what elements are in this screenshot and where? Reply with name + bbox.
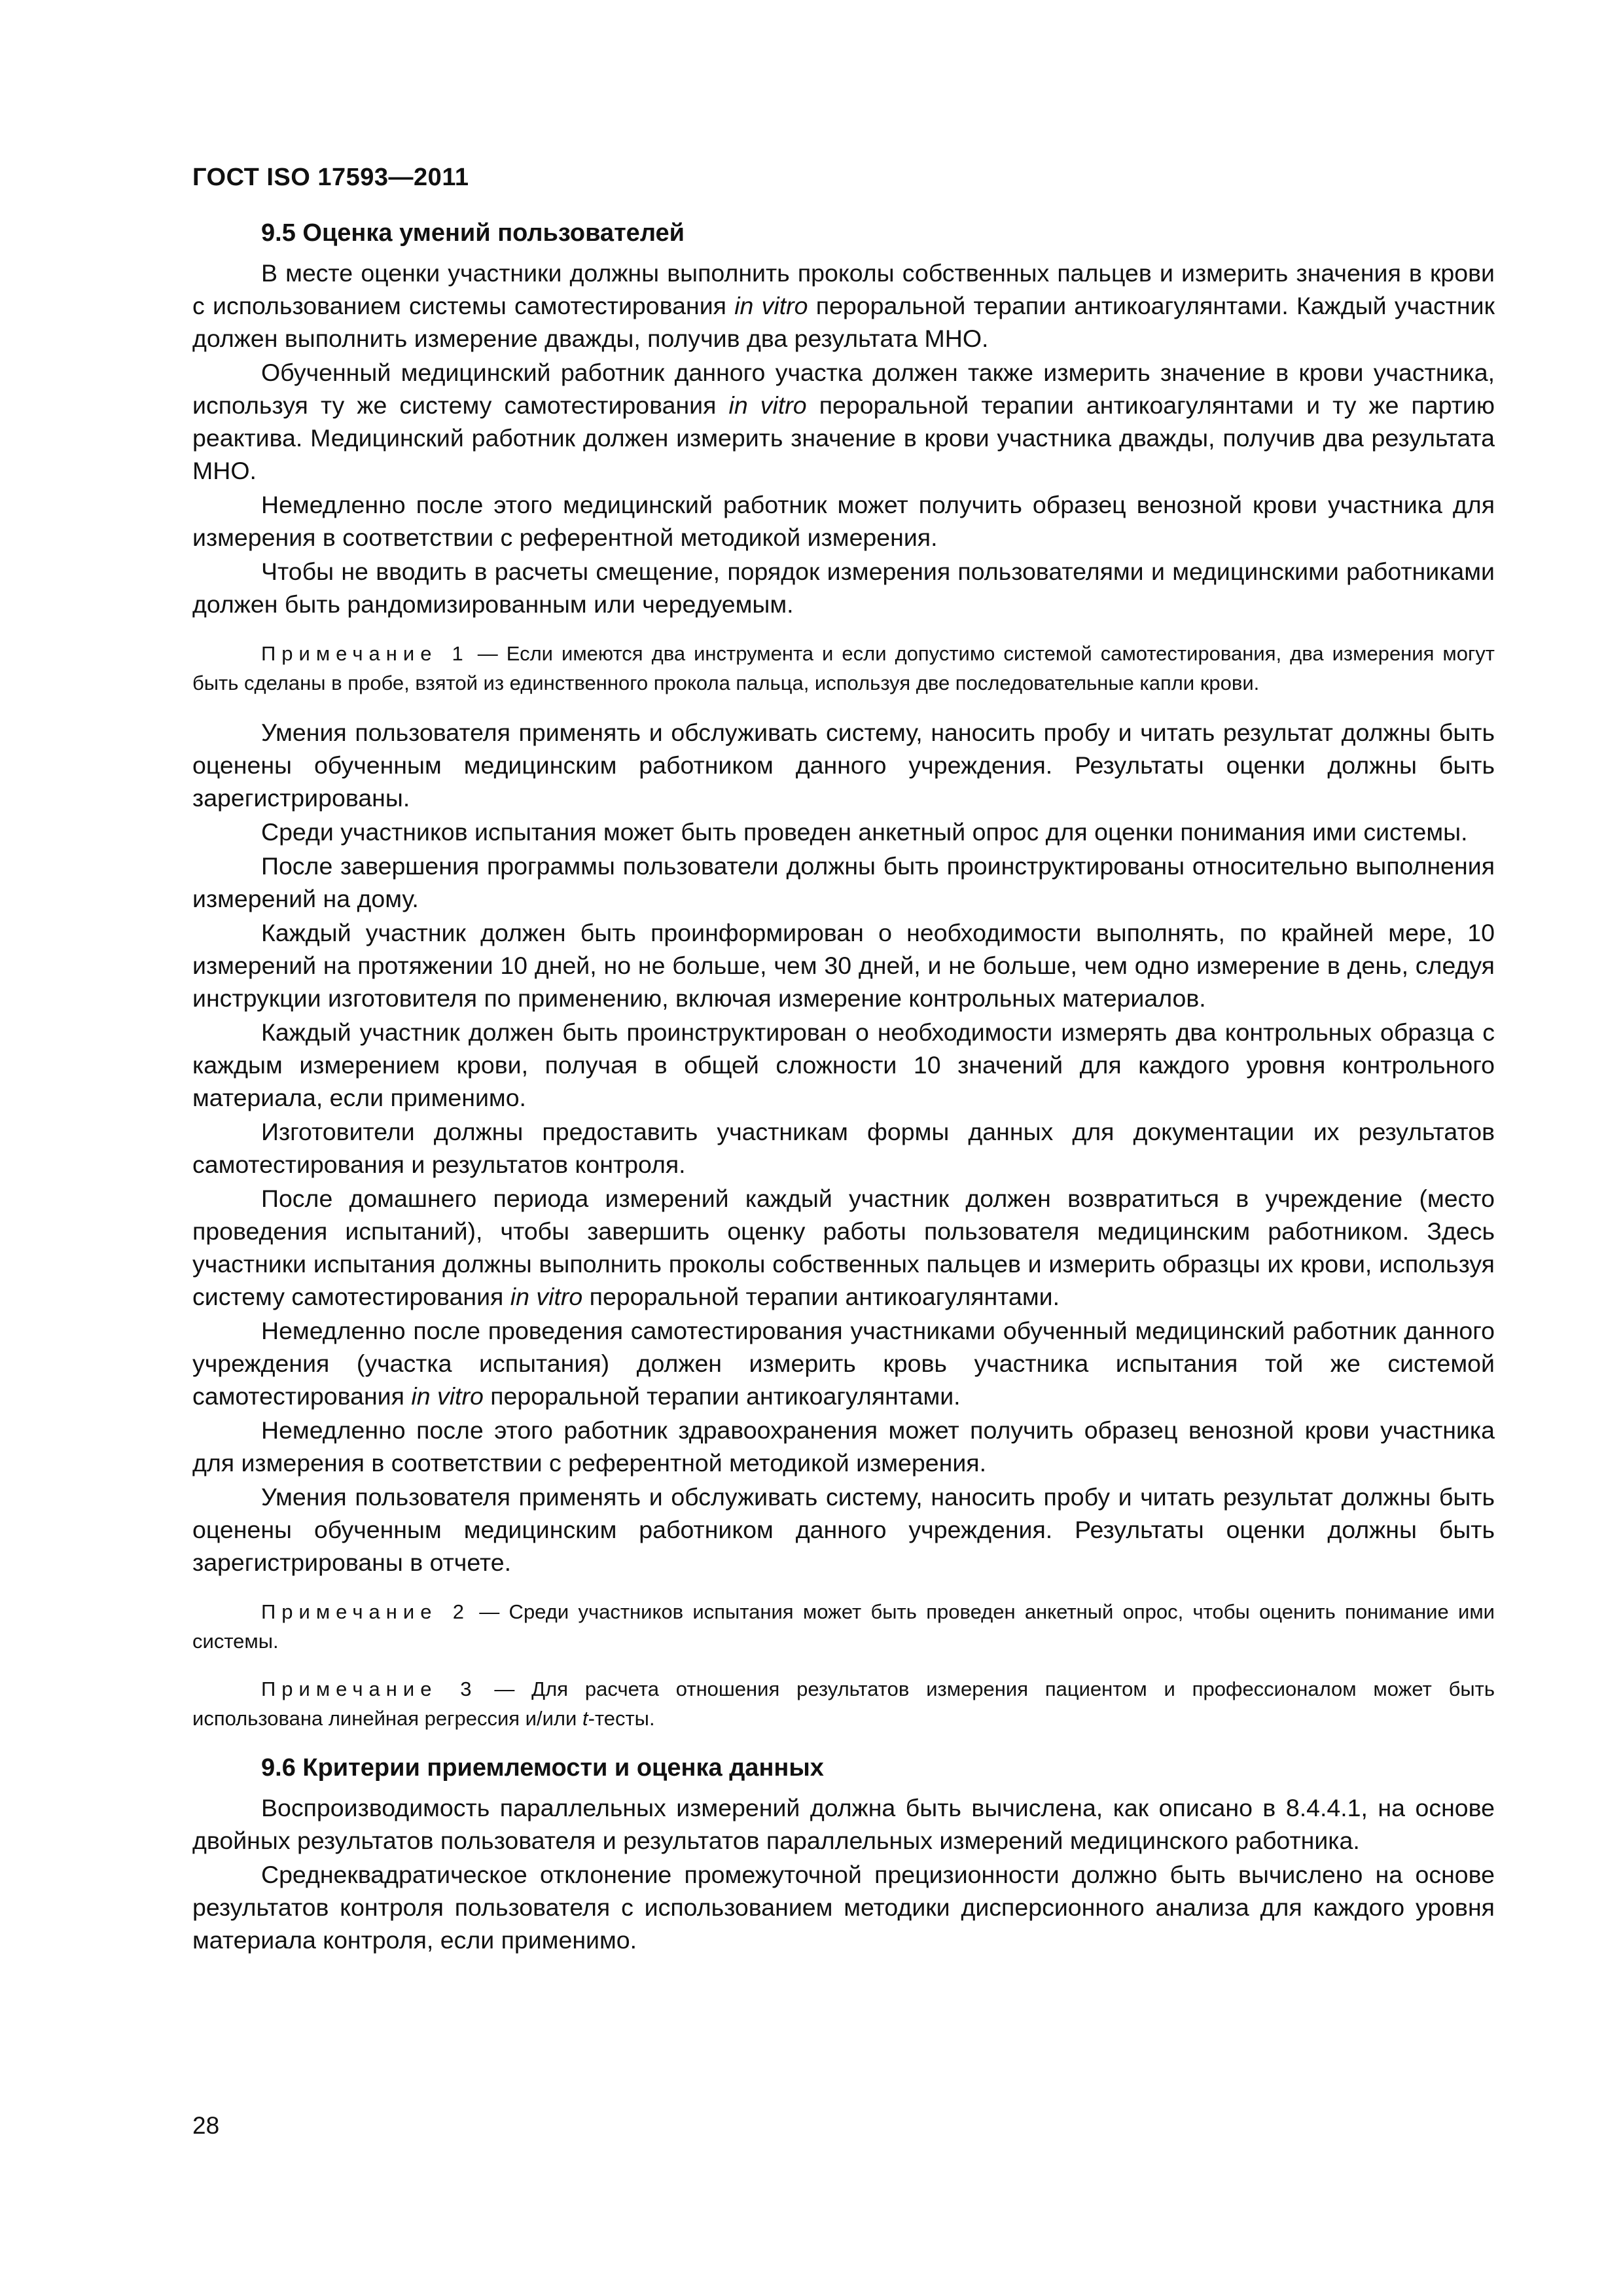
paragraph: В месте оценки участники должны выполнить проколы собственных пальцев и измерить значения в крови с использованием системы самотестирования in vitro пероральной терапии антикоагулянтами. Каждый участник должен выполнить измерение дважды, получив два результата МНО. (192, 259, 1495, 352)
paragraph: Каждый участник должен быть проинформирован о необходимости выполнять, по крайней мере, 10 измерений на протяжении 10 дней, но не больше, чем 30 дней, и не больше, чем одно измерение в день, следуя инструкции изготовителя по применению, включая измерение контрольных материалов. (192, 919, 1495, 1012)
paragraph: Изготовители должны предоставить участникам формы данных для документации их результатов самотестирования и результатов контроля. (192, 1118, 1495, 1178)
page-body (192, 219, 1495, 1958)
document-header: ГОСТ ISO 17593—2011 (192, 164, 469, 191)
paragraph: Немедленно после этого работник здравоохранения может получить образец венозной крови участника для измерения в соответствии с референтной методикой измерения. (192, 1416, 1495, 1477)
paragraph: После домашнего периода измерений каждый участник должен возвратиться в учреждение (место проведения испытаний), чтобы завершить оценку работы пользователя медицинским работником. Здесь участники испытания должны выполнить проколы собственных пальцев и измерить образцы их крови, используя систему самотестирования in vitro пероральной терапии антикоагулянтами. (192, 1185, 1495, 1310)
paragraph: Немедленно после этого медицинский работник может получить образец венозной крови участника для измерения в соответствии с референтной методикой измерения. (192, 491, 1495, 551)
section-title-9-5: 9.5 Оценка умений пользователей (261, 219, 685, 247)
paragraph: После завершения программы пользователи должны быть проинструктированы относительно выполнения измерений на дому. (192, 852, 1495, 912)
paragraph: Умения пользователя применять и обслуживать систему, наносить пробу и читать результат должны быть оценены обученным медицинским работником данного учреждения. Результаты оценки должны быть зарегистрированы. (192, 719, 1495, 812)
paragraph: Воспроизводимость параллельных измерений должна быть вычислена, как описано в 8.4.4.1, на основе двойных результатов пользователя и результатов параллельных измерений медицинского работника. (192, 1794, 1495, 1854)
note-3: Примечание 3 — Для расчета отношения результатов измерения пациентом и профессионалом может быть использована линейная регрессия и/или t-тесты. (192, 1677, 1495, 1730)
section-title-9-6: 9.6 Критерии приемлемости и оценка данных (261, 1754, 824, 1782)
note-1: Примечание 1 — Если имеются два инструмента и если допустимо системой самотестирования, два измерения могут быть сделаны в пробе, взятой из единственного прокола пальца, используя две последовательные капли крови. (192, 642, 1495, 694)
paragraph: Среднеквадратическое отклонение промежуточной прецизионности должно быть вычислено на основе результатов контроля пользователя с использованием методики дисперсионного анализа для каждого уровня материала контроля, если применимо. (192, 1861, 1495, 1954)
page-number: 28 (192, 2112, 220, 2139)
paragraph: Чтобы не вводить в расчеты смещение, порядок измерения пользователями и медицинскими работниками должен быть рандомизированным или чередуемым. (192, 558, 1495, 618)
paragraph: Умения пользователя применять и обслуживать систему, наносить пробу и читать результат должны быть оценены обученным медицинским работником данного учреждения. Результаты оценки должны быть зарегистрированы в отчете. (192, 1483, 1495, 1576)
paragraph: Среди участников испытания может быть проведен анкетный опрос для оценки понимания ими системы. (261, 818, 1468, 846)
paragraph: Обученный медицинский работник данного участка должен также измерить значение в крови участника, используя ту же систему самотестирования in vitro пероральной терапии антикоагулянтами и ту же партию реактива. Медицинский работник должен измерить значение в крови участника дважды, получив два результата МНО. (192, 359, 1495, 484)
paragraph: Немедленно после проведения самотестирования участниками обученный медицинский работник данного учреждения (участка испытания) должен измерить кровь участника испытания той же системой самотестирования in vitro пероральной терапии антикоагулянтами. (192, 1317, 1495, 1410)
paragraph: Каждый участник должен быть проинструктирован о необходимости измерять два контрольных образца с каждым измерением крови, получая в общей сложности 10 значений для каждого уровня контрольного материала, если применимо. (192, 1018, 1495, 1111)
note-2: Примечание 2 — Среди участников испытания может быть проведен анкетный опрос, чтобы оценить понимание ими системы. (192, 1600, 1495, 1653)
